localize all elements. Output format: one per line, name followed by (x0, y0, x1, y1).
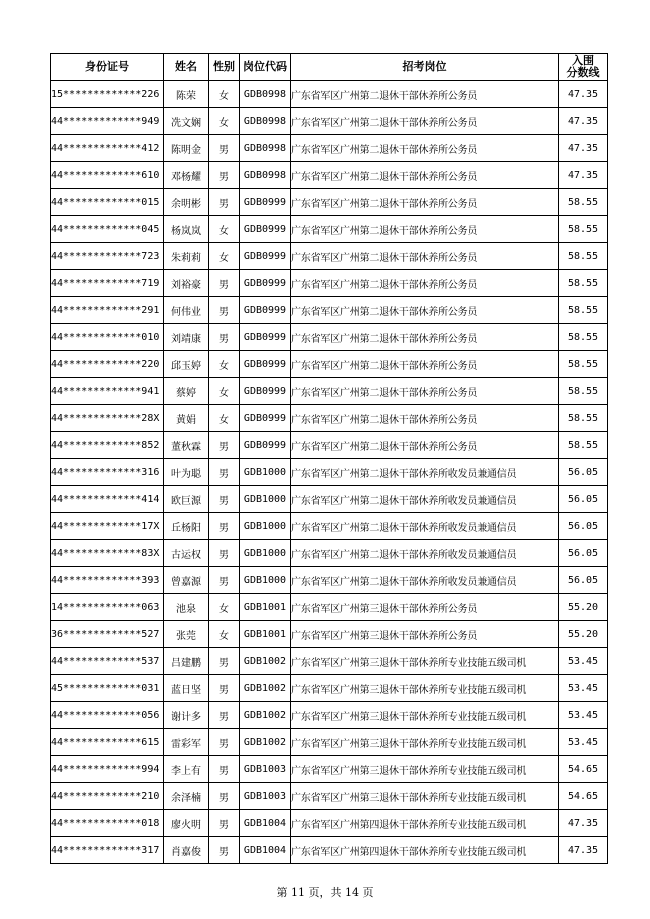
cell-name: 张莞 (164, 621, 209, 648)
cell-id: 44*************17X (51, 513, 164, 540)
cell-code: GDB1000 (240, 567, 291, 594)
table-row (51, 486, 608, 513)
header-id: 身份证号 (51, 54, 164, 81)
cell-position: 广东省军区广州第二退休干部休养所收发员兼通信员 (291, 486, 559, 513)
cell-name: 杨岚岚 (164, 216, 209, 243)
cell-position: 广东省军区广州第四退休干部休养所专业技能五级司机 (291, 837, 559, 864)
table-row (51, 216, 608, 243)
cell-id: 44*************393 (51, 567, 164, 594)
table-row (51, 837, 608, 864)
header-row (51, 54, 608, 81)
cell-gender: 男 (209, 513, 240, 540)
cell-gender: 男 (209, 297, 240, 324)
cell-position: 广东省军区广州第二退休干部休养所收发员兼通信员 (291, 567, 559, 594)
table-row (51, 648, 608, 675)
table-row (51, 351, 608, 378)
cell-name: 董秋霖 (164, 432, 209, 459)
table-row (51, 513, 608, 540)
cell-name: 余泽楠 (164, 783, 209, 810)
cell-position: 广东省军区广州第三退休干部休养所专业技能五级司机 (291, 702, 559, 729)
cell-code: GDB1001 (240, 594, 291, 621)
cell-name: 曾嘉源 (164, 567, 209, 594)
cell-position: 广东省军区广州第二退休干部休养所公务员 (291, 351, 559, 378)
cell-code: GDB0999 (240, 297, 291, 324)
cell-code: GDB0999 (240, 432, 291, 459)
cell-position: 广东省军区广州第二退休干部休养所收发员兼通信员 (291, 459, 559, 486)
cell-id: 44*************994 (51, 756, 164, 783)
cell-code: GDB1003 (240, 756, 291, 783)
cell-position: 广东省军区广州第二退休干部休养所收发员兼通信员 (291, 540, 559, 567)
cell-id: 44*************045 (51, 216, 164, 243)
cell-name: 池泉 (164, 594, 209, 621)
cell-code: GDB1000 (240, 459, 291, 486)
cell-name: 何伟业 (164, 297, 209, 324)
cell-position: 广东省军区广州第二退休干部休养所收发员兼通信员 (291, 513, 559, 540)
cell-score: 58.55 (559, 351, 608, 378)
cell-score: 58.55 (559, 216, 608, 243)
cell-code: GDB1002 (240, 729, 291, 756)
table-row (51, 297, 608, 324)
cell-code: GDB0999 (240, 189, 291, 216)
cell-name: 黄娟 (164, 405, 209, 432)
cell-id: 44*************852 (51, 432, 164, 459)
cell-gender: 男 (209, 567, 240, 594)
cell-score: 56.05 (559, 486, 608, 513)
cell-score: 47.35 (559, 81, 608, 108)
table-row (51, 567, 608, 594)
cell-position: 广东省军区广州第二退休干部休养所公务员 (291, 324, 559, 351)
cell-score: 53.45 (559, 702, 608, 729)
cell-id: 44*************316 (51, 459, 164, 486)
cell-position: 广东省军区广州第二退休干部休养所公务员 (291, 405, 559, 432)
cell-score: 56.05 (559, 513, 608, 540)
cell-id: 44*************83X (51, 540, 164, 567)
cell-code: GDB1004 (240, 837, 291, 864)
cell-score: 58.55 (559, 405, 608, 432)
cell-position: 广东省军区广州第三退休干部休养所专业技能五级司机 (291, 675, 559, 702)
cell-gender: 男 (209, 135, 240, 162)
cell-name: 陈明金 (164, 135, 209, 162)
cell-id: 44*************056 (51, 702, 164, 729)
table-row (51, 81, 608, 108)
table-row (51, 243, 608, 270)
cell-gender: 女 (209, 378, 240, 405)
table-row (51, 810, 608, 837)
cell-position: 广东省军区广州第三退休干部休养所专业技能五级司机 (291, 648, 559, 675)
cell-score: 56.05 (559, 540, 608, 567)
cell-code: GDB0999 (240, 378, 291, 405)
cell-name: 刘裕豪 (164, 270, 209, 297)
cell-code: GDB1000 (240, 540, 291, 567)
cell-code: GDB1000 (240, 513, 291, 540)
cell-position: 广东省军区广州第四退休干部休养所专业技能五级司机 (291, 810, 559, 837)
cell-id: 44*************537 (51, 648, 164, 675)
cell-name: 蓝日坚 (164, 675, 209, 702)
cell-score: 53.45 (559, 675, 608, 702)
table-row (51, 702, 608, 729)
cell-name: 廖火明 (164, 810, 209, 837)
table-body (51, 81, 608, 864)
cell-position: 广东省军区广州第二退休干部休养所公务员 (291, 189, 559, 216)
table-row (51, 405, 608, 432)
cell-score: 58.55 (559, 297, 608, 324)
header-position: 招考岗位 (291, 54, 559, 81)
cell-gender: 男 (209, 459, 240, 486)
cell-gender: 男 (209, 270, 240, 297)
cell-position: 广东省军区广州第三退休干部休养所专业技能五级司机 (291, 783, 559, 810)
cell-id: 44*************414 (51, 486, 164, 513)
cell-score: 58.55 (559, 324, 608, 351)
cell-gender: 男 (209, 324, 240, 351)
cell-name: 叶为聪 (164, 459, 209, 486)
cell-gender: 男 (209, 756, 240, 783)
cell-code: GDB0999 (240, 216, 291, 243)
cell-name: 陈荣 (164, 81, 209, 108)
cell-position: 广东省军区广州第二退休干部休养所公务员 (291, 270, 559, 297)
cell-name: 余明彬 (164, 189, 209, 216)
cell-position: 广东省军区广州第三退休干部休养所专业技能五级司机 (291, 729, 559, 756)
table-header (51, 54, 608, 81)
table-row (51, 459, 608, 486)
cell-gender: 男 (209, 702, 240, 729)
cell-score: 54.65 (559, 783, 608, 810)
cell-code: GDB0998 (240, 135, 291, 162)
cell-position: 广东省军区广州第三退休干部休养所专业技能五级司机 (291, 756, 559, 783)
cell-code: GDB1002 (240, 702, 291, 729)
table-row (51, 270, 608, 297)
cell-position: 广东省军区广州第二退休干部休养所公务员 (291, 135, 559, 162)
header-score (559, 54, 608, 81)
cell-name: 谢计多 (164, 702, 209, 729)
cell-position: 广东省军区广州第二退休干部休养所公务员 (291, 81, 559, 108)
cell-gender: 男 (209, 675, 240, 702)
header-score-line2: 分数线 (566, 66, 600, 79)
page-footer: 第 11 页，共 14 页 (276, 886, 374, 899)
header-gender: 性别 (209, 54, 240, 81)
cell-name: 刘靖康 (164, 324, 209, 351)
cell-score: 58.55 (559, 378, 608, 405)
cell-gender: 男 (209, 729, 240, 756)
cell-position: 广东省军区广州第二退休干部休养所公务员 (291, 297, 559, 324)
cell-position: 广东省军区广州第二退休干部休养所公务员 (291, 432, 559, 459)
header-score-line1: 入围 (572, 54, 594, 67)
table-row (51, 783, 608, 810)
cell-gender: 女 (209, 243, 240, 270)
cell-gender: 男 (209, 648, 240, 675)
cell-id: 44*************615 (51, 729, 164, 756)
cell-code: GDB1002 (240, 675, 291, 702)
cell-id: 45*************031 (51, 675, 164, 702)
table-row (51, 729, 608, 756)
cell-code: GDB0998 (240, 81, 291, 108)
cell-position: 广东省军区广州第二退休干部休养所公务员 (291, 243, 559, 270)
cell-id: 44*************010 (51, 324, 164, 351)
cell-name: 邱玉婷 (164, 351, 209, 378)
cell-score: 53.45 (559, 648, 608, 675)
cell-score: 58.55 (559, 270, 608, 297)
cell-gender: 女 (209, 81, 240, 108)
cell-code: GDB0999 (240, 243, 291, 270)
cell-code: GDB1002 (240, 648, 291, 675)
cell-code: GDB1003 (240, 783, 291, 810)
cell-code: GDB1001 (240, 621, 291, 648)
cell-id: 44*************220 (51, 351, 164, 378)
cell-position: 广东省军区广州第二退休干部休养所公务员 (291, 216, 559, 243)
cell-score: 55.20 (559, 594, 608, 621)
cell-code: GDB0998 (240, 108, 291, 135)
cell-score: 58.55 (559, 432, 608, 459)
cell-position: 广东省军区广州第二退休干部休养所公务员 (291, 378, 559, 405)
cell-score: 47.35 (559, 837, 608, 864)
cell-id: 44*************015 (51, 189, 164, 216)
cell-gender: 男 (209, 189, 240, 216)
cell-name: 丘杨阳 (164, 513, 209, 540)
cell-id: 44*************412 (51, 135, 164, 162)
cell-gender: 女 (209, 621, 240, 648)
cell-id: 44*************723 (51, 243, 164, 270)
cell-name: 李上有 (164, 756, 209, 783)
cell-code: GDB1004 (240, 810, 291, 837)
cell-gender: 男 (209, 810, 240, 837)
cell-id: 44*************291 (51, 297, 164, 324)
cell-score: 56.05 (559, 567, 608, 594)
cell-name: 蔡婷 (164, 378, 209, 405)
cell-position: 广东省军区广州第三退休干部休养所公务员 (291, 621, 559, 648)
table-row (51, 162, 608, 189)
cell-id: 44*************317 (51, 837, 164, 864)
cell-id: 44*************719 (51, 270, 164, 297)
cell-score: 55.20 (559, 621, 608, 648)
cell-name: 古运权 (164, 540, 209, 567)
cell-score: 58.55 (559, 243, 608, 270)
table-row (51, 432, 608, 459)
cell-code: GDB0999 (240, 270, 291, 297)
table-row (51, 135, 608, 162)
cell-id: 44*************610 (51, 162, 164, 189)
cell-id: 36*************527 (51, 621, 164, 648)
cell-gender: 女 (209, 351, 240, 378)
cell-gender: 男 (209, 162, 240, 189)
cell-code: GDB1000 (240, 486, 291, 513)
cell-score: 58.55 (559, 189, 608, 216)
table-row (51, 756, 608, 783)
cell-score: 54.65 (559, 756, 608, 783)
cell-gender: 男 (209, 783, 240, 810)
header-code: 岗位代码 (240, 54, 291, 81)
cell-position: 广东省军区广州第二退休干部休养所公务员 (291, 108, 559, 135)
cell-score: 53.45 (559, 729, 608, 756)
header-name: 姓名 (164, 54, 209, 81)
table-row (51, 594, 608, 621)
cell-gender: 女 (209, 405, 240, 432)
cell-code: GDB0999 (240, 351, 291, 378)
cell-name: 朱莉莉 (164, 243, 209, 270)
table-row (51, 108, 608, 135)
cell-id: 15*************226 (51, 81, 164, 108)
cell-id: 44*************941 (51, 378, 164, 405)
table-row (51, 540, 608, 567)
cell-gender: 男 (209, 432, 240, 459)
table-row (51, 378, 608, 405)
cell-name: 吕建鹏 (164, 648, 209, 675)
table-row (51, 675, 608, 702)
cell-position: 广东省军区广州第二退休干部休养所公务员 (291, 162, 559, 189)
cell-gender: 男 (209, 837, 240, 864)
cell-gender: 女 (209, 108, 240, 135)
table-row (51, 324, 608, 351)
cell-position: 广东省军区广州第三退休干部休养所公务员 (291, 594, 559, 621)
cell-id: 44*************949 (51, 108, 164, 135)
cell-gender: 女 (209, 216, 240, 243)
cell-id: 44*************018 (51, 810, 164, 837)
cell-name: 冼文娴 (164, 108, 209, 135)
cell-code: GDB0998 (240, 162, 291, 189)
cell-id: 44*************210 (51, 783, 164, 810)
cell-gender: 男 (209, 540, 240, 567)
cell-id: 44*************28X (51, 405, 164, 432)
cell-code: GDB0999 (240, 324, 291, 351)
candidates-table (50, 53, 608, 864)
cell-code: GDB0999 (240, 405, 291, 432)
cell-name: 欧巨源 (164, 486, 209, 513)
cell-score: 47.35 (559, 162, 608, 189)
cell-score: 47.35 (559, 810, 608, 837)
cell-gender: 男 (209, 486, 240, 513)
cell-gender: 女 (209, 594, 240, 621)
cell-name: 邓杨耀 (164, 162, 209, 189)
table-row (51, 621, 608, 648)
cell-name: 肖嘉俊 (164, 837, 209, 864)
cell-score: 47.35 (559, 108, 608, 135)
cell-score: 56.05 (559, 459, 608, 486)
cell-score: 47.35 (559, 135, 608, 162)
table-row (51, 189, 608, 216)
cell-name: 雷彩军 (164, 729, 209, 756)
cell-id: 14*************063 (51, 594, 164, 621)
